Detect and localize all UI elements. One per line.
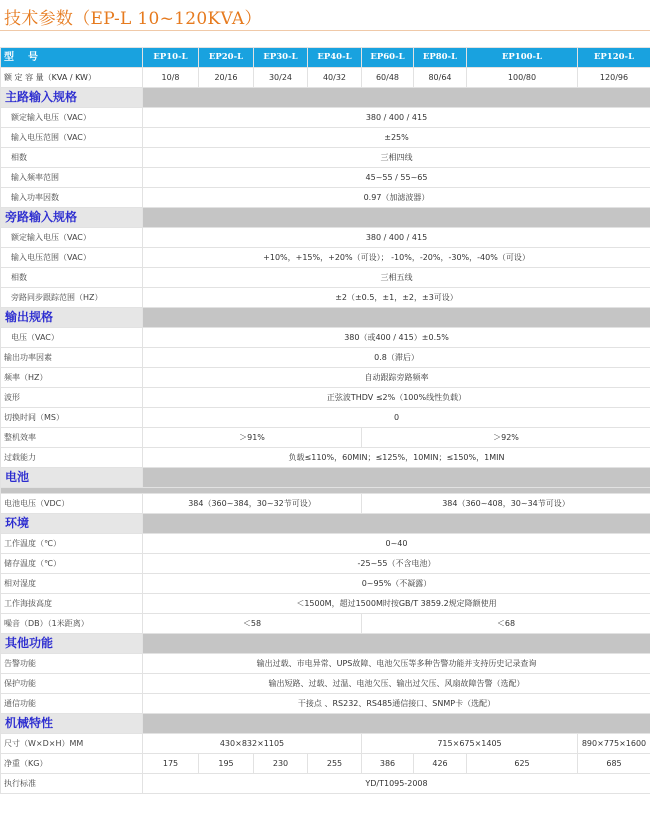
section-header-fill bbox=[143, 634, 650, 654]
spec-row bbox=[1, 594, 650, 614]
spec-label: 工作温度（℃） bbox=[1, 534, 143, 554]
spec-row bbox=[1, 368, 650, 388]
weight-value: 625 bbox=[467, 754, 578, 774]
spec-value: 输出过载、市电异常、UPS故障、电池欠压等多种告警功能并支持历史记录查询 bbox=[143, 654, 650, 674]
dimension-value: 430×832×1105 bbox=[143, 734, 362, 754]
weight-value: 685 bbox=[578, 754, 650, 774]
model-header-cell: EP40-L bbox=[308, 48, 362, 68]
spec-value: 三相四线 bbox=[143, 148, 650, 168]
capacity-label: 额 定 容 量（KVA / KW） bbox=[1, 68, 143, 88]
spec-label: 电压（VAC） bbox=[1, 328, 143, 348]
spec-label: 输出功率因素 bbox=[1, 348, 143, 368]
spec-label: 相对湿度 bbox=[1, 574, 143, 594]
spec-row bbox=[1, 654, 650, 674]
spec-value-right: 384（360~408，30~34节可设） bbox=[362, 494, 650, 514]
spec-value-right: ＞92% bbox=[362, 428, 650, 448]
spec-row bbox=[1, 388, 650, 408]
section-header-row bbox=[1, 514, 650, 534]
spec-label: 输入频率范围 bbox=[1, 168, 143, 188]
capacity-value: 10/8 bbox=[143, 68, 199, 88]
spec-value: 45~55 / 55~65 bbox=[143, 168, 650, 188]
section-title: 环境 bbox=[1, 514, 143, 534]
weight-value: 255 bbox=[308, 754, 362, 774]
spec-row bbox=[1, 248, 650, 268]
spec-value-left: ＞91% bbox=[143, 428, 362, 448]
spec-label: 储存温度（℃） bbox=[1, 554, 143, 574]
section-header-row bbox=[1, 714, 650, 734]
spec-value: -25~55（不含电池） bbox=[143, 554, 650, 574]
spec-value: 正弦波THDV ≤2%（100%线性负载） bbox=[143, 388, 650, 408]
section-header-fill bbox=[143, 208, 650, 228]
spec-row bbox=[1, 228, 650, 248]
capacity-value: 80/64 bbox=[414, 68, 467, 88]
capacity-row bbox=[1, 68, 650, 88]
spec-value: 三相五线 bbox=[143, 268, 650, 288]
spec-label: 过载能力 bbox=[1, 448, 143, 468]
section-header-fill bbox=[143, 88, 650, 108]
spec-label: 净重（KG） bbox=[1, 754, 143, 774]
spec-label: 频率（HZ） bbox=[1, 368, 143, 388]
spec-row bbox=[1, 188, 650, 208]
section-header-fill bbox=[143, 514, 650, 534]
spec-label: 切换时间（MS） bbox=[1, 408, 143, 428]
spec-value: 0 bbox=[143, 408, 650, 428]
spec-value: 0~95%（不凝露） bbox=[143, 574, 650, 594]
capacity-value: 60/48 bbox=[362, 68, 414, 88]
spec-row bbox=[1, 288, 650, 308]
section-header-row bbox=[1, 634, 650, 654]
spec-label: 相数 bbox=[1, 268, 143, 288]
weight-value: 426 bbox=[414, 754, 467, 774]
section-title: 输出规格 bbox=[1, 308, 143, 328]
section-title: 其他功能 bbox=[1, 634, 143, 654]
spec-row bbox=[1, 148, 650, 168]
capacity-value: 40/32 bbox=[308, 68, 362, 88]
model-header-cell: EP120-L bbox=[578, 48, 650, 68]
spec-label: 尺寸（W×D×H）MM bbox=[1, 734, 143, 754]
model-header-cell: EP100-L bbox=[467, 48, 578, 68]
spec-value-left: 384（360~384，30~32节可设） bbox=[143, 494, 362, 514]
header-row bbox=[1, 48, 650, 68]
spec-row bbox=[1, 408, 650, 428]
spec-value: 负载≤110%，60MIN；≤125%，10MIN；≤150%，1MIN bbox=[143, 448, 650, 468]
spec-label: 相数 bbox=[1, 148, 143, 168]
spec-label: 执行标准 bbox=[1, 774, 143, 794]
capacity-value: 20/16 bbox=[199, 68, 254, 88]
spec-value: 380 / 400 / 415 bbox=[143, 228, 650, 248]
spec-value: 0.8（滞后） bbox=[143, 348, 650, 368]
spec-label: 输入功率因数 bbox=[1, 188, 143, 208]
spec-value-left: ＜58 bbox=[143, 614, 362, 634]
weight-value: 386 bbox=[362, 754, 414, 774]
spec-row bbox=[1, 614, 650, 634]
model-header-cell: EP80-L bbox=[414, 48, 467, 68]
model-header-cell: EP20-L bbox=[199, 48, 254, 68]
spec-value: 输出短路、过载、过温、电池欠压、输出过欠压、风扇故障告警（选配） bbox=[143, 674, 650, 694]
spec-value: ＜1500M，超过1500M时按GB/T 3859.2规定降额使用 bbox=[143, 594, 650, 614]
spec-row bbox=[1, 168, 650, 188]
spec-value: YD/T1095-2008 bbox=[143, 774, 650, 794]
spec-row bbox=[1, 754, 650, 774]
model-header-cell: EP60-L bbox=[362, 48, 414, 68]
section-title: 机械特性 bbox=[1, 714, 143, 734]
spec-row bbox=[1, 534, 650, 554]
spec-row bbox=[1, 128, 650, 148]
spec-label: 通信功能 bbox=[1, 694, 143, 714]
spec-row bbox=[1, 554, 650, 574]
spec-label: 输入电压范围（VAC） bbox=[1, 128, 143, 148]
spec-label: 电池电压（VDC） bbox=[1, 494, 143, 514]
model-header-cell: EP10-L bbox=[143, 48, 199, 68]
spec-label: 告警功能 bbox=[1, 654, 143, 674]
spec-label: 输入电压范围（VAC） bbox=[1, 248, 143, 268]
spec-value: 0~40 bbox=[143, 534, 650, 554]
spec-label: 额定输入电压（VAC） bbox=[1, 108, 143, 128]
spec-value: 0.97（加滤波器） bbox=[143, 188, 650, 208]
spec-row bbox=[1, 448, 650, 468]
section-header-fill bbox=[143, 468, 650, 488]
spec-value: +10%，+15%，+20%（可设）； -10%，-20%，-30%，-40%（可设） bbox=[143, 248, 650, 268]
spec-label: 整机效率 bbox=[1, 428, 143, 448]
capacity-value: 120/96 bbox=[578, 68, 650, 88]
page-title: 技术参数（EP-L 10~120KVA） bbox=[4, 9, 262, 29]
capacity-value: 30/24 bbox=[254, 68, 308, 88]
spec-label: 噪音（DB）（1米距离） bbox=[1, 614, 143, 634]
spec-row bbox=[1, 574, 650, 594]
model-header-label: 型 号 bbox=[1, 48, 143, 68]
spec-row bbox=[1, 494, 650, 514]
spec-row bbox=[1, 428, 650, 448]
spec-value: 干接点 、RS232、RS485通信接口、SNMP卡（选配） bbox=[143, 694, 650, 714]
dimension-value: 890×775×1600 bbox=[578, 734, 650, 754]
spec-label: 波形 bbox=[1, 388, 143, 408]
spec-row bbox=[1, 108, 650, 128]
section-header-fill bbox=[143, 308, 650, 328]
spec-label: 工作海拔高度 bbox=[1, 594, 143, 614]
spec-label: 保护功能 bbox=[1, 674, 143, 694]
spec-row bbox=[1, 734, 650, 754]
spec-row bbox=[1, 774, 650, 794]
spec-row bbox=[1, 328, 650, 348]
spec-value: 380（或400 / 415）±0.5% bbox=[143, 328, 650, 348]
section-header-row bbox=[1, 208, 650, 228]
spec-value: ±25% bbox=[143, 128, 650, 148]
spec-table bbox=[0, 47, 650, 794]
section-header-row bbox=[1, 468, 650, 488]
weight-value: 230 bbox=[254, 754, 308, 774]
spec-row bbox=[1, 694, 650, 714]
spec-value-right: ＜68 bbox=[362, 614, 650, 634]
model-header-cell: EP30-L bbox=[254, 48, 308, 68]
spec-value: 自动跟踪旁路频率 bbox=[143, 368, 650, 388]
dimension-value: 715×675×1405 bbox=[362, 734, 578, 754]
section-title: 主路输入规格 bbox=[1, 88, 143, 108]
spec-row bbox=[1, 674, 650, 694]
section-header-row bbox=[1, 308, 650, 328]
spec-value: ±2（±0.5，±1，±2，±3可设） bbox=[143, 288, 650, 308]
section-header-row bbox=[1, 88, 650, 108]
section-title: 旁路输入规格 bbox=[1, 208, 143, 228]
section-title: 电池 bbox=[1, 468, 143, 488]
weight-value: 195 bbox=[199, 754, 254, 774]
spec-label: 旁路同步跟踪范围（HZ） bbox=[1, 288, 143, 308]
capacity-value: 100/80 bbox=[467, 68, 578, 88]
spec-value: 380 / 400 / 415 bbox=[143, 108, 650, 128]
spec-row bbox=[1, 348, 650, 368]
title-divider bbox=[0, 30, 650, 31]
section-header-fill bbox=[143, 714, 650, 734]
spec-label: 额定输入电压（VAC） bbox=[1, 228, 143, 248]
weight-value: 175 bbox=[143, 754, 199, 774]
spec-row bbox=[1, 268, 650, 288]
